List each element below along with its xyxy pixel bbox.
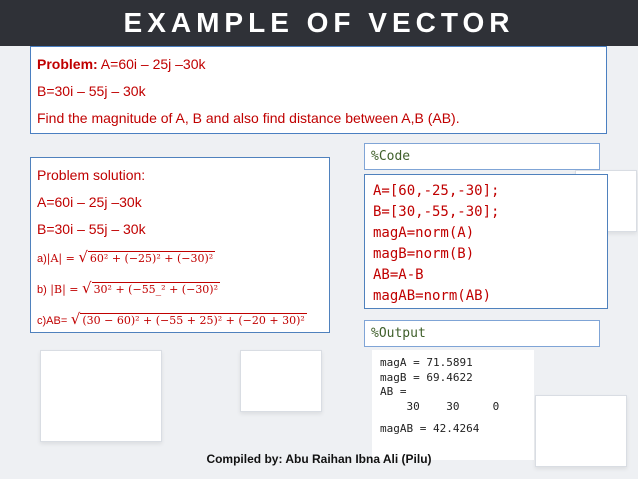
slide-title: EXAMPLE OF VECTOR — [123, 7, 515, 38]
code-line: magAB=norm(AB) — [373, 288, 492, 304]
formula-b-label: b) — [37, 284, 47, 296]
solution-vector-b: B=30i – 55j – 30k — [37, 221, 146, 237]
problem-line-1 — [37, 51, 600, 78]
code-box — [364, 174, 608, 309]
problem-vector-a: A=60i – 25j –30k — [97, 56, 206, 72]
background-cube — [40, 350, 162, 442]
output-heading-box — [364, 320, 600, 347]
output-line: magAB = 42.4264 — [380, 422, 480, 435]
sqrt-icon: √ — [78, 248, 88, 266]
formula-c-rhs: (30 − 60)² + (−55 + 25)² + (−20 + 30)² — [82, 314, 305, 327]
output-heading: %Output — [371, 326, 426, 341]
output-line: AB = — [380, 385, 407, 398]
solution-vector-a: A=60i – 25j –30k — [37, 194, 142, 210]
problem-label: Problem: — [37, 56, 98, 72]
code-line: A=[60,-25,-30]; — [373, 183, 500, 199]
formula-a-rhs: 60² + (−25)² + (−30)² — [89, 252, 214, 265]
problem-box — [30, 46, 607, 134]
code-heading-box — [364, 143, 600, 170]
problem-vector-b: B=30i – 55j – 30k — [37, 83, 146, 99]
magnitude-b-formula — [37, 274, 323, 305]
code-heading: %Code — [371, 149, 411, 164]
code-line: magA=norm(A) — [373, 225, 475, 241]
code-line: AB=A-B — [373, 267, 424, 283]
output-line: magA = 71.5891 — [380, 356, 473, 369]
output-line: 30 30 0 — [380, 399, 500, 413]
problem-question: Find the magnitude of A, B and also find distance between A,B (AB). — [37, 110, 460, 126]
distance-ab-formula — [37, 305, 323, 336]
footer-credit: Compiled by: Abu Raihan Ibna Ali (Pilu) — [206, 452, 432, 466]
formula-c-label: c)AB= — [37, 315, 68, 327]
output-line: magB = 69.4622 — [380, 370, 473, 384]
sqrt-icon: √ — [82, 279, 92, 297]
output-console — [372, 350, 534, 460]
formula-a-lhs: |A| = — [46, 252, 75, 265]
sqrt-icon: √ — [70, 310, 81, 328]
solution-box — [30, 157, 330, 333]
code-line: magB=norm(B) — [373, 246, 475, 262]
formula-a-label: a) — [37, 253, 47, 265]
magnitude-a-formula — [37, 243, 323, 274]
code-line: B=[30,-55,-30]; — [373, 204, 500, 220]
formula-b-lhs: |B| = — [50, 283, 79, 296]
background-cube — [240, 350, 322, 412]
formula-b-rhs: 30² + (−55_² + (−30)² — [93, 283, 219, 296]
solution-heading: Problem solution: — [37, 167, 146, 183]
